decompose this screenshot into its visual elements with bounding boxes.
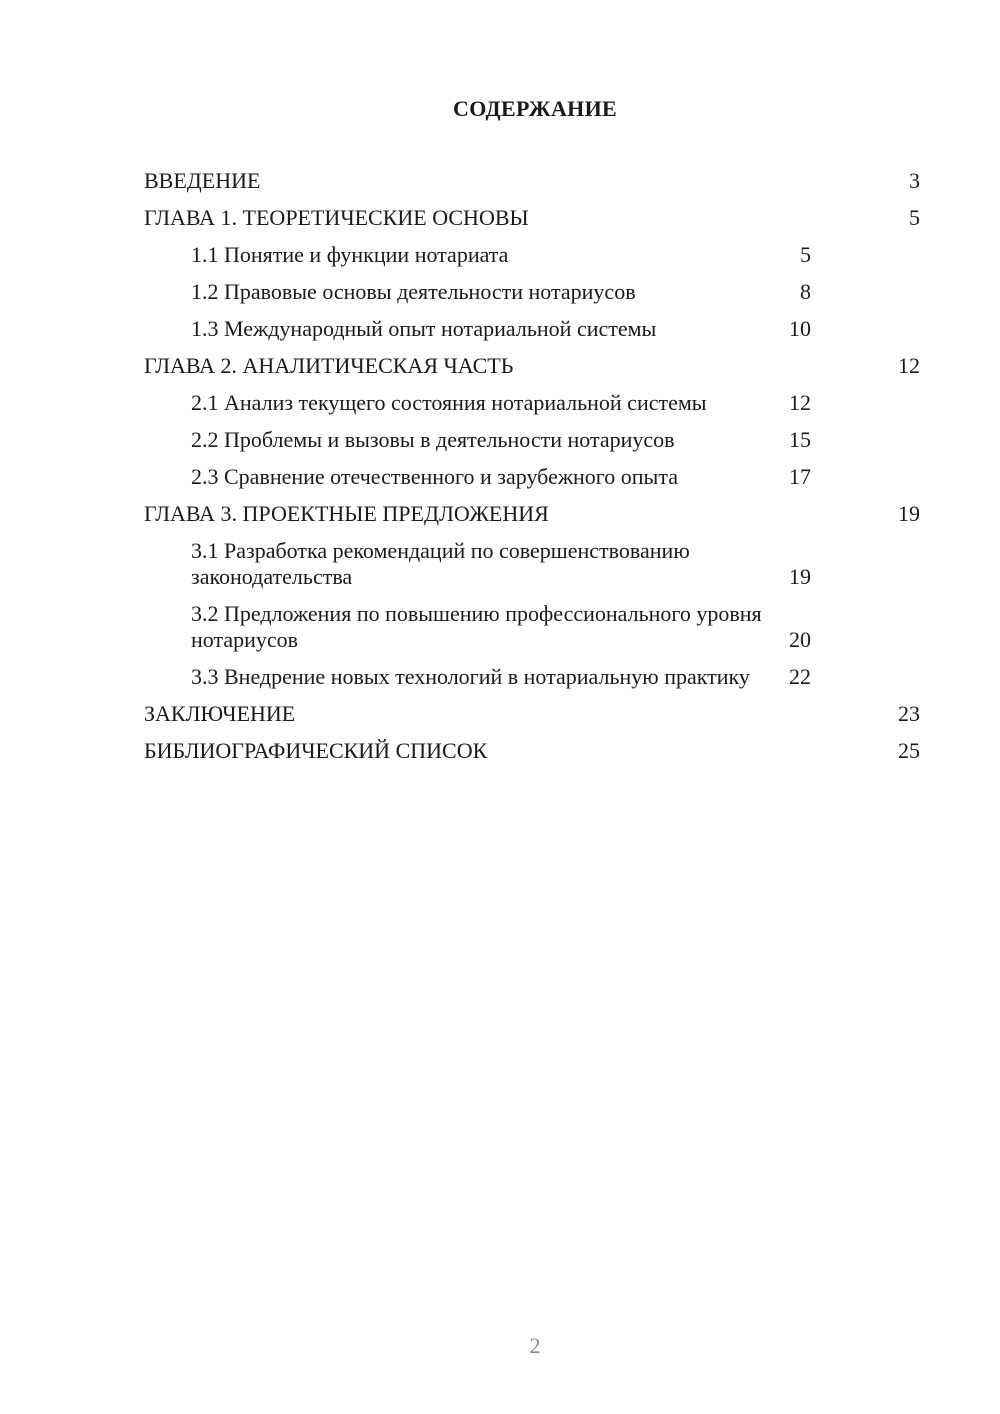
page-number: 2 <box>529 1333 541 1358</box>
toc-entry-page: 15 <box>789 427 811 452</box>
toc-entry-chapter-1 <box>144 205 920 231</box>
toc-entry-chapter-2 <box>144 353 920 379</box>
toc-entry-label: 1.2 Правовые основы деятельности нотариусов <box>191 279 636 304</box>
toc-entry-label: 1.1 Понятие и функции нотариата <box>191 242 509 267</box>
toc-entry-label: 3.3 Внедрение новых технологий в нотариальную практику <box>191 664 750 689</box>
toc-entry-section-2-1 <box>144 390 920 416</box>
toc-entry-page: 17 <box>789 464 811 489</box>
toc-entry-page: 19 <box>898 501 920 526</box>
toc-entry-label: 2.1 Анализ текущего состояния нотариальной системы <box>191 390 707 415</box>
toc-entry-label: 1.3 Международный опыт нотариальной системы <box>191 316 657 341</box>
toc-heading: СОДЕРЖАНИЕ <box>453 96 617 121</box>
toc-entry-page: 20 <box>789 627 811 652</box>
toc-entry-page: 23 <box>898 701 920 726</box>
toc-entry-section-3-1 <box>144 538 920 590</box>
toc-entry-section-1-3 <box>144 316 920 342</box>
toc-entry-label: БИБЛИОГРАФИЧЕСКИЙ СПИСОК <box>144 738 488 763</box>
toc-entry-section-2-2 <box>144 427 920 453</box>
toc-entry-section-3-3 <box>144 664 920 690</box>
toc-entry-page: 3 <box>909 168 920 193</box>
toc-entry-label: ГЛАВА 2. АНАЛИТИЧЕСКАЯ ЧАСТЬ <box>144 353 514 378</box>
toc-entry-section-1-1 <box>144 242 920 268</box>
toc-entry-page: 19 <box>789 564 811 589</box>
table-of-contents <box>144 168 920 775</box>
toc-entry-page: 25 <box>898 738 920 763</box>
toc-entry-page: 22 <box>789 664 811 689</box>
toc-entry-label: 3.1 Разработка рекомендаций по совершенствованию законодательства <box>191 538 690 589</box>
toc-entry-chapter-3 <box>144 501 920 527</box>
toc-entry-section-1-2 <box>144 279 920 305</box>
toc-entry-page: 12 <box>898 353 920 378</box>
toc-entry-page: 5 <box>800 242 811 267</box>
toc-entry-label: 2.2 Проблемы и вызовы в деятельности нотариусов <box>191 427 675 452</box>
toc-entry-introduction <box>144 168 920 194</box>
toc-entry-page: 8 <box>800 279 811 304</box>
toc-entry-section-3-2 <box>144 601 920 653</box>
toc-entry-label: ГЛАВА 3. ПРОЕКТНЫЕ ПРЕДЛОЖЕНИЯ <box>144 501 549 526</box>
toc-entry-page: 12 <box>789 390 811 415</box>
toc-entry-section-2-3 <box>144 464 920 490</box>
toc-entry-page: 10 <box>789 316 811 341</box>
toc-entry-conclusion <box>144 701 920 727</box>
toc-entry-bibliography <box>144 738 920 764</box>
toc-entry-label: ЗАКЛЮЧЕНИЕ <box>144 701 296 726</box>
toc-entry-page: 5 <box>909 205 920 230</box>
toc-entry-label: 3.2 Предложения по повышению профессионального уровня нотариусов <box>191 601 762 652</box>
toc-entry-label: ГЛАВА 1. ТЕОРЕТИЧЕСКИЕ ОСНОВЫ <box>144 205 529 230</box>
toc-entry-label: ВВЕДЕНИЕ <box>144 168 261 193</box>
toc-entry-label: 2.3 Сравнение отечественного и зарубежного опыта <box>191 464 678 489</box>
